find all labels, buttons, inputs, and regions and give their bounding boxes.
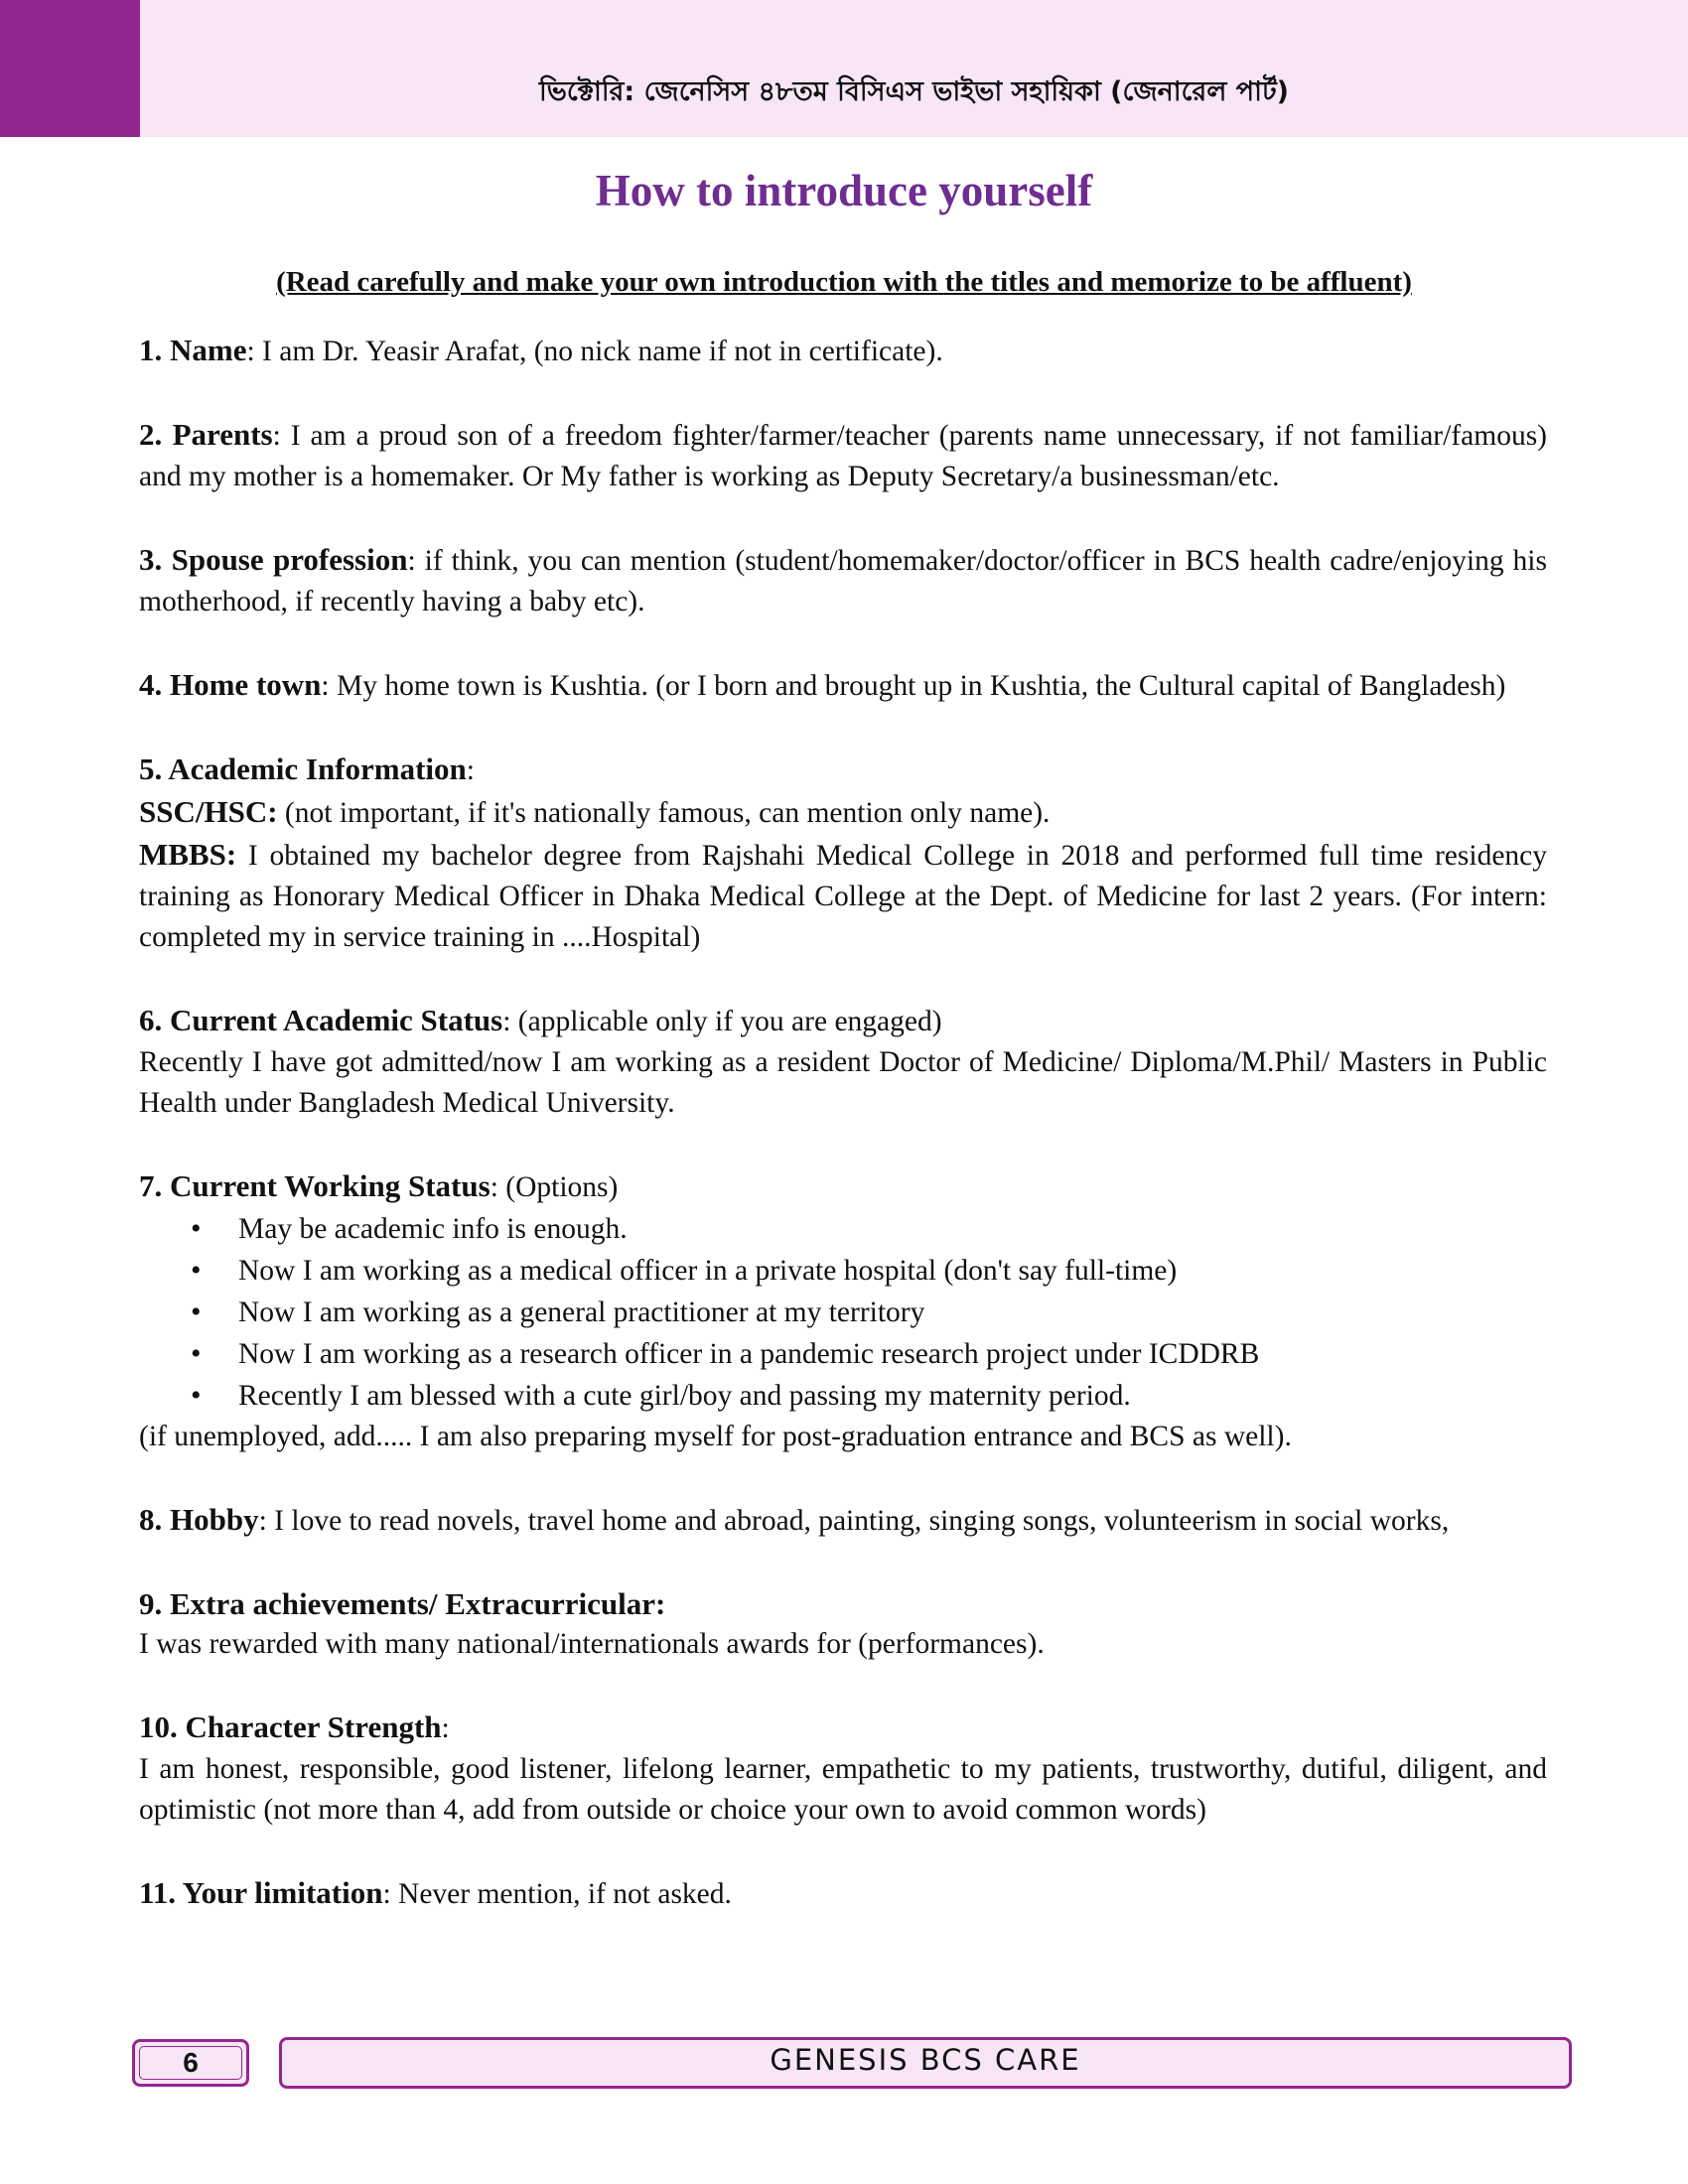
section-heading: 11. Your limitation xyxy=(139,1875,383,1910)
section-character-strength xyxy=(139,1706,1547,1831)
ssc-hsc-line xyxy=(139,791,1547,834)
mbbs-line xyxy=(139,834,1547,958)
section-name xyxy=(139,330,1547,372)
section-heading-line xyxy=(139,1000,1547,1042)
list-item: • Recently I am blessed with a cute girl/boy and passing my maternity period. xyxy=(191,1375,1547,1417)
section-spouse-profession xyxy=(139,539,1547,622)
section-extra-achievements xyxy=(139,1583,1547,1665)
section-your-limitation xyxy=(139,1872,1547,1915)
section-current-academic-status xyxy=(139,1000,1547,1124)
section-heading: 3. Spouse profession xyxy=(139,542,408,577)
unemployed-note: (if unemployed, add..... I am also preparing myself for post-graduation entrance and BCS as well). xyxy=(139,1421,1292,1452)
section-text: : I am a proud son of a freedom fighter/farmer/teacher (parents name unnecessary, if not familiar/famous) and my mother is a homemaker. Or My father is working as Deputy Secretary/a businessman/etc. xyxy=(139,420,1547,492)
section-text: : I love to read novels, travel home and abroad, painting, singing songs, volunteerism in social works, xyxy=(258,1505,1450,1537)
section-colon: : xyxy=(466,754,475,786)
section-heading: 5. Academic Information xyxy=(139,751,467,786)
list-item: • Now I am working as a medical officer in a private hospital (don't say full-time) xyxy=(191,1250,1547,1292)
page-number-box xyxy=(132,2039,249,2087)
section-text: : (applicable only if you are engaged) xyxy=(502,1006,942,1037)
section-heading: 7. Current Working Status xyxy=(139,1168,491,1203)
header-accent-block xyxy=(0,0,140,137)
document-body xyxy=(139,330,1547,1957)
section-text: : if think, you can mention (student/homemaker/doctor/officer in BCS health cadre/enjoying his motherhood, if recently having a baby etc). xyxy=(139,545,1547,617)
section-heading: 9. Extra achievements/ Extracurricular: xyxy=(139,1586,666,1621)
section-heading: 1. Name xyxy=(139,333,247,367)
mbbs-label: MBBS: xyxy=(139,837,237,872)
section-body: I was rewarded with many national/internationals awards for (performances). xyxy=(139,1628,1045,1660)
section-heading: 2. Parents xyxy=(139,417,273,452)
instruction-text: (Read carefully and make your own introduction with the titles and memorize to be affluent) xyxy=(276,266,1412,298)
section-heading: 4. Home town xyxy=(139,667,322,702)
section-text: : Never mention, if not asked. xyxy=(382,1878,732,1910)
page-number: 6 xyxy=(139,2046,242,2080)
options-list xyxy=(139,1208,1547,1417)
page-title: How to introduce yourself xyxy=(595,166,1093,215)
section-heading-line xyxy=(139,1165,1547,1208)
footer-brand: GENESIS BCS CARE xyxy=(279,2037,1572,2089)
section-heading-line xyxy=(139,749,1547,791)
section-body: Recently I have got admitted/now I am working as a resident Doctor of Medicine/ Diploma/M.Phil/ Masters in Public Health under Bangladesh Medical University. xyxy=(139,1046,1547,1119)
ssc-hsc-text: (not important, if it's nationally famous, can mention only name). xyxy=(277,797,1051,829)
section-heading: 6. Current Academic Status xyxy=(139,1003,503,1037)
section-text: : (Options) xyxy=(490,1171,619,1203)
section-colon: : xyxy=(441,1712,450,1744)
section-parents xyxy=(139,414,1547,497)
section-heading: 8. Hobby xyxy=(139,1502,259,1537)
section-body: I am honest, responsible, good listener, lifelong learner, empathetic to my patients, trustworthy, dutiful, diligent, and optimistic (not more than 4, add from outside or choice your own to avoid common words) xyxy=(139,1753,1547,1826)
section-current-working-status xyxy=(139,1165,1547,1457)
section-academic-information xyxy=(139,749,1547,958)
section-hobby xyxy=(139,1499,1547,1542)
list-item: • Now I am working as a general practitioner at my territory xyxy=(191,1292,1547,1333)
section-home-town xyxy=(139,664,1547,707)
section-heading-line xyxy=(139,1706,1547,1749)
header-title: ভিক্টোরি: জেনেসিস ৪৮তম বিসিএস ভাইভা সহায়িকা (জেনারেল পার্ট) xyxy=(539,76,1289,107)
section-heading: 10. Character Strength xyxy=(139,1709,442,1744)
section-text: : My home town is Kushtia. (or I born and brought up in Kushtia, the Cultural capital of Bangladesh) xyxy=(321,670,1506,702)
header-band xyxy=(0,0,1688,137)
mbbs-text: I obtained my bachelor degree from Rajshahi Medical College in 2018 and performed full time residency training as Honorary Medical Officer in Dhaka Medical College at the Dept. of Medicine for last 2 years. (For intern: completed my in service training in ....Hospital) xyxy=(139,840,1547,953)
list-item: • May be academic info is enough. xyxy=(191,1208,1547,1250)
section-text: : I am Dr. Yeasir Arafat, (no nick name if not in certificate). xyxy=(246,336,943,367)
ssc-hsc-label: SSC/HSC: xyxy=(139,794,278,829)
list-item: • Now I am working as a research officer in a pandemic research project under ICDDRB xyxy=(191,1333,1547,1375)
